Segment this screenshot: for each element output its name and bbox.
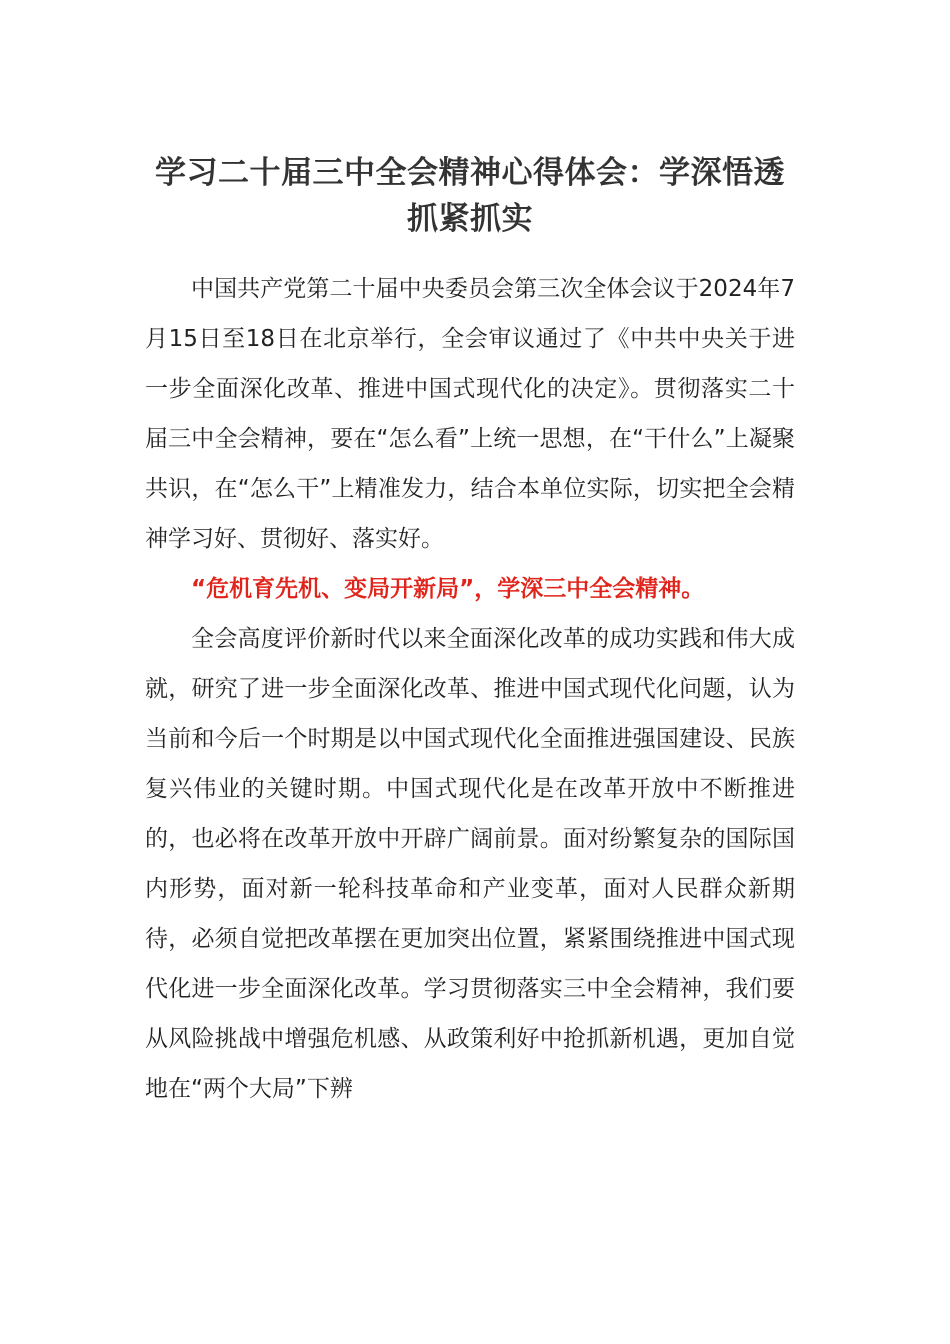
document-page <box>145 150 795 1114</box>
document-body <box>145 264 795 1114</box>
section-subheading: “危机育先机、变局开新局”，学深三中全会精神。 <box>191 576 705 602</box>
paragraph-intro: 中国共产党第二十届中央委员会第三次全体会议于2024年7月15日至18日在北京举行，全会审议通过了《中共中央关于进一步全面深化改革、推进中国式现代化的决定》。贯彻落实二十届三中全会精神，要在“怎么看”上统一思想，在“干什么”上凝聚共识，在“怎么干”上精准发力，结合本单位实际，切实把全会精神学习好、贯彻好、落实好。 <box>145 276 795 552</box>
document-title: 学习二十届三中全会精神心得体会：学深悟透抓紧抓实 <box>155 155 785 237</box>
paragraph-body: 全会高度评价新时代以来全面深化改革的成功实践和伟大成就，研究了进一步全面深化改革、推进中国式现代化问题，认为当前和今后一个时期是以中国式现代化全面推进强国建设、民族复兴伟业的关键时期。中国式现代化是在改革开放中不断推进的，也必将在改革开放中开辟广阔前景。面对纷繁复杂的国际国内形势，面对新一轮科技革命和产业变革，面对人民群众新期待，必须自觉把改革摆在更加突出位置，紧紧围绕推进中国式现代化进一步全面深化改革。学习贯彻落实三中全会精神，我们要从风险挑战中增强危机感、从政策利好中抢抓新机遇，更加自觉地在“两个大局”下辨 <box>145 626 795 1102</box>
